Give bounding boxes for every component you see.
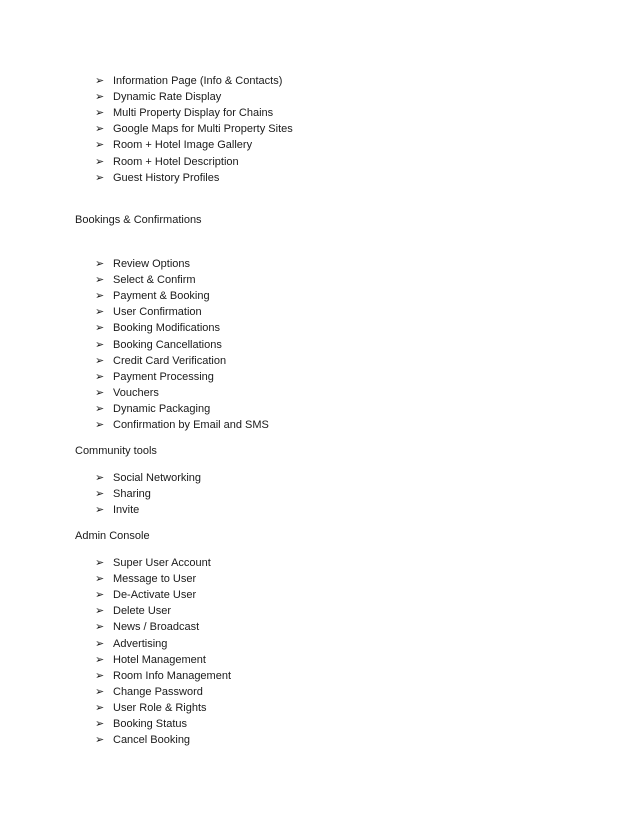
list-item-label: Booking Status — [113, 717, 187, 730]
arrow-bullet-icon: ➢ — [95, 338, 105, 351]
list-item — [95, 502, 201, 518]
list-item-label: Message to User — [113, 573, 197, 586]
arrow-bullet-icon: ➢ — [95, 386, 105, 399]
list-item-label: Guest History Profiles — [113, 171, 220, 184]
arrow-bullet-icon: ➢ — [95, 589, 105, 602]
section-heading-admin: Admin Console — [75, 530, 150, 542]
list-item-label: Room Info Management — [113, 669, 232, 682]
arrow-bullet-icon: ➢ — [95, 605, 105, 618]
list-item — [95, 256, 269, 272]
list-item — [95, 470, 201, 486]
list-item-label: Invite — [113, 504, 140, 517]
list-item-label: Vouchers — [113, 386, 159, 399]
list-item-label: Sharing — [113, 488, 151, 501]
arrow-bullet-icon: ➢ — [95, 370, 105, 383]
list-item — [95, 105, 293, 121]
list-item-label: Hotel Management — [113, 653, 206, 666]
list-item-label: User Role & Rights — [113, 701, 207, 714]
feature-list-top — [95, 73, 293, 186]
arrow-bullet-icon: ➢ — [95, 139, 105, 152]
list-item — [95, 353, 269, 369]
list-item-label: Payment & Booking — [113, 290, 210, 303]
arrow-bullet-icon: ➢ — [95, 573, 105, 586]
list-item — [95, 320, 269, 336]
list-item-label: Room + Hotel Description — [113, 155, 239, 168]
arrow-bullet-icon: ➢ — [95, 488, 105, 501]
list-item — [95, 652, 231, 668]
community-list — [95, 470, 201, 518]
list-item-label: Select & Confirm — [113, 274, 196, 287]
list-item-label: Cancel Booking — [113, 734, 191, 747]
list-item-label: User Confirmation — [113, 306, 202, 319]
list-item — [95, 603, 231, 619]
list-item — [95, 587, 231, 603]
list-item — [95, 170, 293, 186]
arrow-bullet-icon: ➢ — [95, 685, 105, 698]
list-item-label: Dynamic Packaging — [113, 402, 211, 415]
arrow-bullet-icon: ➢ — [95, 306, 105, 319]
list-item-label: Social Networking — [113, 472, 202, 485]
list-item-label: Confirmation by Email and SMS — [113, 418, 269, 431]
list-item — [95, 272, 269, 288]
list-item — [95, 401, 269, 417]
list-item — [95, 73, 293, 89]
list-item — [95, 668, 231, 684]
arrow-bullet-icon: ➢ — [95, 91, 105, 104]
list-item-label: Booking Modifications — [113, 322, 221, 335]
list-item-label: Delete User — [113, 605, 172, 618]
list-item — [95, 153, 293, 169]
arrow-bullet-icon: ➢ — [95, 504, 105, 517]
list-item — [95, 288, 269, 304]
bookings-list — [95, 256, 269, 433]
list-item — [95, 385, 269, 401]
list-item — [95, 369, 269, 385]
arrow-bullet-icon: ➢ — [95, 75, 105, 88]
list-item — [95, 732, 231, 748]
list-item-label: Room + Hotel Image Gallery — [113, 139, 253, 152]
arrow-bullet-icon: ➢ — [95, 274, 105, 287]
arrow-bullet-icon: ➢ — [95, 637, 105, 650]
arrow-bullet-icon: ➢ — [95, 701, 105, 714]
section-heading-community: Community tools — [75, 445, 157, 457]
list-item — [95, 336, 269, 352]
arrow-bullet-icon: ➢ — [95, 717, 105, 730]
list-item-label: Credit Card Verification — [113, 354, 227, 367]
arrow-bullet-icon: ➢ — [95, 557, 105, 570]
list-item-label: Payment Processing — [113, 370, 214, 383]
list-item-label: Review Options — [113, 258, 191, 271]
list-item-label: Dynamic Rate Display — [113, 91, 222, 104]
list-item-label: News / Broadcast — [113, 621, 200, 634]
list-item-label: De-Activate User — [113, 589, 197, 602]
list-item — [95, 716, 231, 732]
list-item — [95, 684, 231, 700]
arrow-bullet-icon: ➢ — [95, 653, 105, 666]
arrow-bullet-icon: ➢ — [95, 669, 105, 682]
list-item — [95, 121, 293, 137]
list-item — [95, 486, 201, 502]
list-item-label: Multi Property Display for Chains — [113, 107, 274, 120]
arrow-bullet-icon: ➢ — [95, 402, 105, 415]
arrow-bullet-icon: ➢ — [95, 155, 105, 168]
list-item — [95, 137, 293, 153]
arrow-bullet-icon: ➢ — [95, 290, 105, 303]
arrow-bullet-icon: ➢ — [95, 123, 105, 136]
arrow-bullet-icon: ➢ — [95, 171, 105, 184]
list-item — [95, 417, 269, 433]
list-item — [95, 304, 269, 320]
list-item — [95, 89, 293, 105]
list-item-label: Change Password — [113, 685, 203, 698]
arrow-bullet-icon: ➢ — [95, 418, 105, 431]
list-item-label: Advertising — [113, 637, 168, 650]
list-item-label: Super User Account — [113, 557, 211, 570]
list-item-label: Google Maps for Multi Property Sites — [113, 123, 293, 136]
list-item — [95, 571, 231, 587]
arrow-bullet-icon: ➢ — [95, 258, 105, 271]
section-heading-bookings: Bookings & Confirmations — [75, 214, 202, 226]
list-item — [95, 555, 231, 571]
list-item — [95, 635, 231, 651]
arrow-bullet-icon: ➢ — [95, 322, 105, 335]
arrow-bullet-icon: ➢ — [95, 472, 105, 485]
list-item-label: Booking Cancellations — [113, 338, 222, 351]
arrow-bullet-icon: ➢ — [95, 621, 105, 634]
list-item — [95, 619, 231, 635]
arrow-bullet-icon: ➢ — [95, 107, 105, 120]
arrow-bullet-icon: ➢ — [95, 734, 105, 747]
admin-list — [95, 555, 231, 748]
list-item — [95, 700, 231, 716]
list-item-label: Information Page (Info & Contacts) — [113, 75, 283, 88]
arrow-bullet-icon: ➢ — [95, 354, 105, 367]
